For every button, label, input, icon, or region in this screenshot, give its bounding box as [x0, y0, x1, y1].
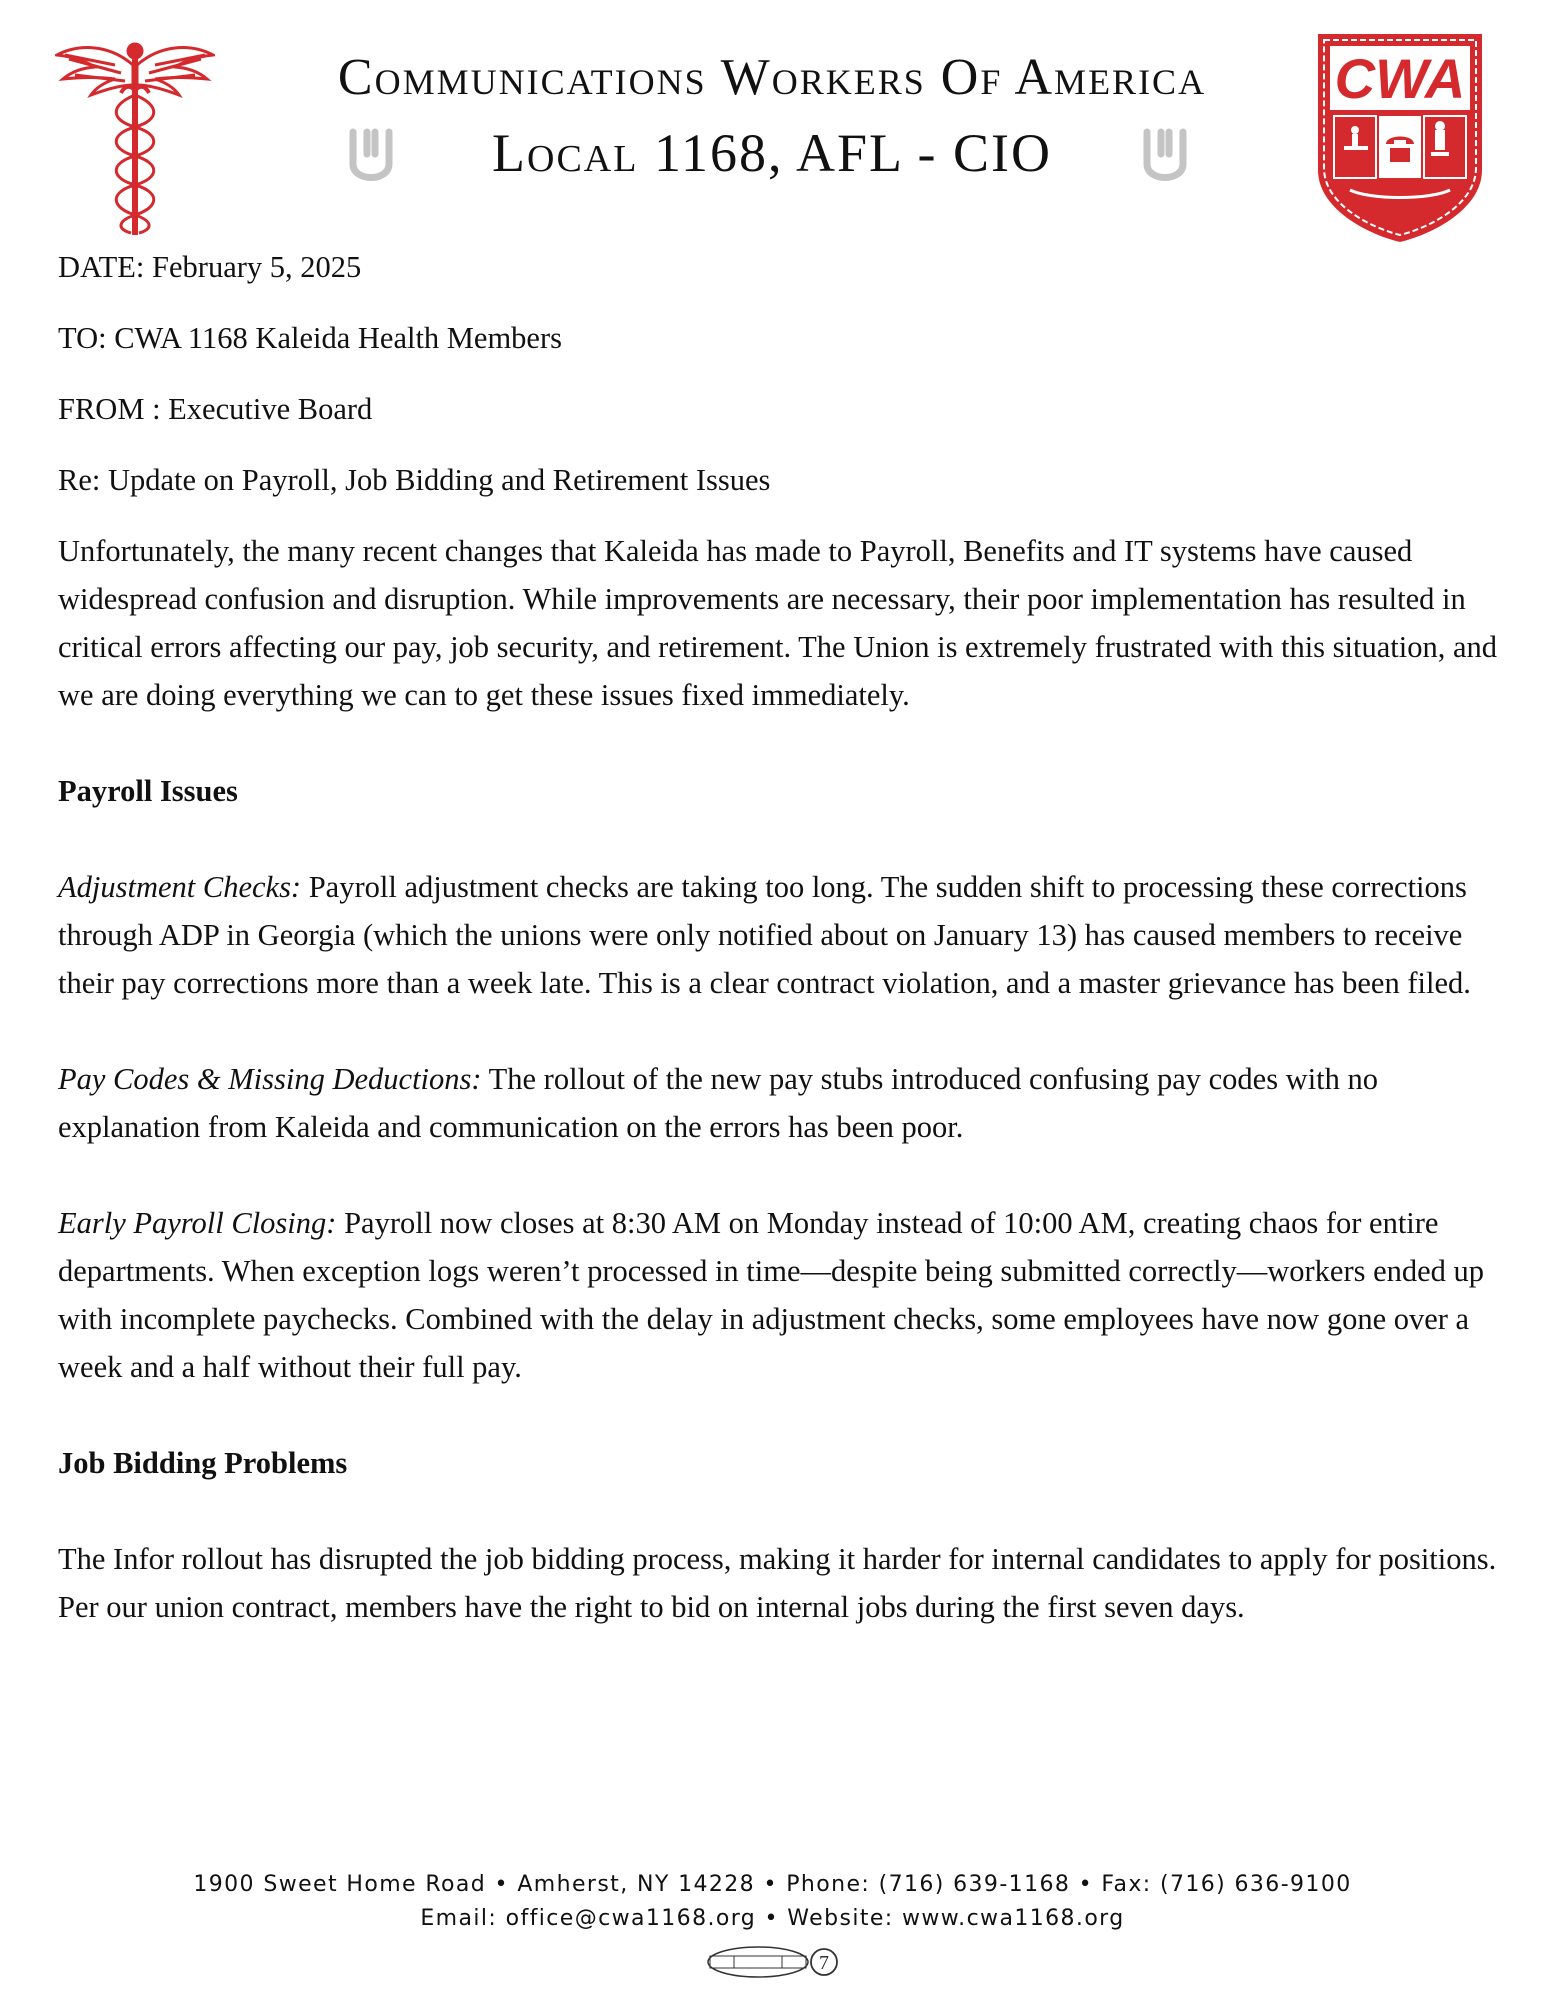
nurse-mark-icon: [343, 124, 399, 188]
local-affiliation: Local 1168, AFL - CIO: [492, 123, 1052, 183]
union-bug-number: 7: [819, 1952, 829, 1974]
adjustment-checks-text: Payroll adjustment checks are taking too long. The sudden shift to processing these corrections through ADP in Georgia (which the unions were only notified about on January 13) has caused members to receive their pay corrections more than a week late. This is a clear contract violation, and a master grievance has been filed.: [58, 870, 1471, 1000]
payroll-heading: Payroll Issues: [58, 774, 238, 808]
caduceus-icon: [55, 35, 215, 240]
union-bug-icon: [704, 1942, 840, 1982]
early-closing-paragraph: [58, 1199, 1498, 1391]
nurse-mark-icon: [1137, 124, 1193, 188]
adjustment-checks-label: Adjustment Checks:: [58, 870, 302, 904]
footer-address: 1900 Sweet Home Road • Amherst, NY 14228 • Phone: (716) 639-1168 • Fax: (716) 636-9100: [193, 1872, 1352, 1897]
letter-body: [58, 243, 1498, 1679]
early-closing-label: Early Payroll Closing:: [58, 1206, 337, 1240]
pay-codes-label: Pay Codes & Missing Deductions:: [58, 1062, 482, 1096]
cwa-logo: [1310, 30, 1490, 245]
pay-codes-paragraph: [58, 1055, 1498, 1151]
pay-codes-text: The rollout of the new pay stubs introduced confusing pay codes with no explanation from Kaleida and communication on the errors has been poor.: [58, 1062, 1379, 1144]
memo-to: TO: CWA 1168 Kaleida Health Members: [58, 321, 562, 355]
memo-subject: Re: Update on Payroll, Job Bidding and Retirement Issues: [58, 463, 771, 497]
job-bidding-paragraph: The Infor rollout has disrupted the job bidding process, making it harder for internal candidates to apply for positions. Per our union contract, members have the right to bid on internal jobs during the first seven days.: [58, 1542, 1497, 1624]
early-closing-text: Payroll now closes at 8:30 AM on Monday instead of 10:00 AM, creating chaos for entire departments. When exception logs weren’t processed in time—despite being submitted correctly—workers ended up with incomplete paychecks. Combined with the delay in adjustment checks, some employees have now gone over a week and a half without their full pay.: [58, 1206, 1485, 1384]
adjustment-checks-paragraph: [58, 863, 1498, 1007]
org-name: Communications Workers Of America: [337, 49, 1207, 106]
intro-paragraph: Unfortunately, the many recent changes that Kaleida has made to Payroll, Benefits and IT systems have caused widespread confusion and disruption. While improvements are necessary, their poor implementation has resulted in critical errors affecting our pay, job security, and retirement. The Union is extremely frustrated with this situation, and we are doing everything we can to get these issues fixed immediately.: [58, 534, 1497, 712]
memo-from: FROM : Executive Board: [58, 392, 373, 426]
memo-date: DATE: February 5, 2025: [58, 250, 362, 284]
job-bidding-heading: Job Bidding Problems: [58, 1446, 348, 1480]
footer-contact: Email: office@cwa1168.org • Website: www.cwa1168.org: [420, 1906, 1125, 1931]
footer: [0, 1868, 1545, 1936]
cwa-logo-text: CWA: [1334, 47, 1466, 110]
